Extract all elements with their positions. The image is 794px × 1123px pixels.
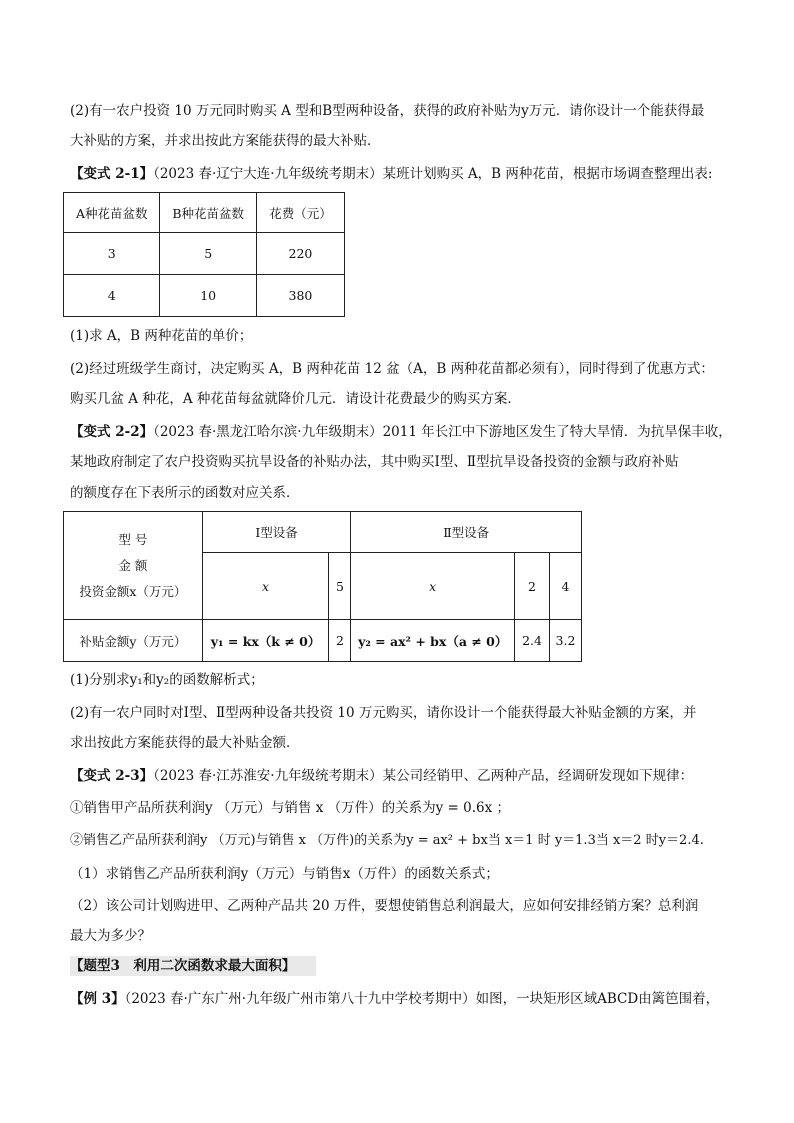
corner-label: 型 号 [118,531,148,547]
q2-line2: 大补贴的方案，并求出按此方案能获得的最大补贴． [70,133,381,149]
v21-question-1: (1)求 A，B 两种花苗的单价； [70,328,253,344]
v23-rule-1: ①销售甲产品所获利润y （万元）与销售 x （万件）的关系为y = 0.6x ； [70,800,511,816]
variant-source: （2023 春·辽宁大连·九年级统考期末）某班计划购买 A，B 两种花苗，根据市场调查整理出表: [153,166,713,182]
table-cell: x [202,553,329,620]
v22-question-1: (1)分别求y₁和y₂的函数解析式； [70,672,264,688]
table-header: Ⅱ型设备 [351,512,582,553]
table-cell: 5 [160,233,256,275]
table-header: 花费（元） [256,193,344,233]
variant-source: （2023 春·江苏淮安·九年级统考期末）某公司经销甲、乙两种产品，经调研发现如下规律： [153,768,694,784]
v23-question-2-line1: （2）该公司计划购进甲、乙两种产品共 20 万件，要想使销售总利润最大，应如何安排经销方案？总利润 [70,898,699,914]
v23-question-2-line2: 最大为多少？ [70,928,151,944]
formula-cell: y₂ = ax² + bx（a ≠ 0） [351,620,515,662]
v23-question-1: （1）求销售乙产品所获利润y（万元）与销售x（万件）的函数关系式； [70,866,499,882]
variant-tag: 【变式 2-2】 [70,424,154,440]
v22-question-2-line2: 求出按此方案能获得的最大补贴金额． [70,735,300,751]
table-cell: 2.4 [515,620,550,662]
table-cell: 2 [329,620,351,662]
example-3-line [70,989,719,1009]
table-cell: 10 [160,275,256,317]
variant-text: （2023 春·黑龙江哈尔滨·九年级期末）2011 年长江中下游地区发生了特大旱情．为抗旱保丰收， [153,424,732,440]
flower-price-table [63,192,345,317]
table-header: B种花苗盆数 [160,193,256,233]
variant-tag: 【变式 2-1】 [70,166,154,182]
table-cell: 4 [549,553,581,620]
table-cell: 2 [515,553,550,620]
section-heading: 【题型3 利用二次函数求最大面积】 [70,958,296,974]
variant-2-2-line1 [70,422,732,442]
variant-2-2-line3: 的额度存在下表所示的函数对应关系． [70,485,300,501]
formula-cell: y₁ = kx（k ≠ 0） [202,620,329,662]
example-text: （2023 春·广东广州·九年级广州市第八十九中学校考期中）如图，一块矩形区域ABCD由篱笆围着， [124,991,720,1007]
table-corner-cell [64,512,203,620]
table-cell: 380 [256,275,344,317]
table-cell: x [351,553,515,620]
variant-2-1-line [70,164,712,184]
v22-question-2-line1: (2)有一农户同时对Ⅰ型、Ⅱ型两种设备共投资 10 万元购买，请你设计一个能获得最大补贴金额的方案，并 [70,705,697,721]
table-cell: 3 [64,233,160,275]
table-cell: 220 [256,233,344,275]
subsidy-function-table [63,511,582,662]
example-tag: 【例 3】 [70,991,125,1007]
corner-label: 投资金额x（万元） [79,583,187,599]
variant-2-3-line [70,766,693,786]
v21-question-2-line1: (2)经过班级学生商讨，决定购买 A，B 两种花苗 12 盆（A，B 两种花苗都必须有），同时得到了优惠方式： [70,361,714,377]
table-header: Ⅰ型设备 [202,512,351,553]
q2-line1: (2)有一农户投资 10 万元同时购买 A 型和B型两种设备，获得的政府补贴为y万元．请你设计一个能获得最 [70,103,705,119]
variant-tag: 【变式 2-3】 [70,768,154,784]
v21-question-2-line2: 购买几盆 A 种花，A 种花苗每盆就降价几元．请设计花费最少的购买方案． [70,391,521,407]
table-cell: 5 [329,553,351,620]
table-cell: 3.2 [549,620,581,662]
table-row-label: 补贴金额y（万元） [64,620,203,662]
table-cell: 4 [64,275,160,317]
v23-rule-2: ②销售乙产品所获利润y （万元)与销售 x （万件)的关系为y = ax² + bx当 x＝1 时 y＝1.3当 x＝2 时y＝2.4. [70,833,704,848]
table-header: A种花苗盆数 [64,193,160,233]
variant-2-2-line2: 某地政府制定了农户投资购买抗旱设备的补贴办法，其中购买Ⅰ型、Ⅱ型抗旱设备投资的金额与政府补贴 [70,454,679,470]
corner-label: 金 额 [118,557,148,573]
